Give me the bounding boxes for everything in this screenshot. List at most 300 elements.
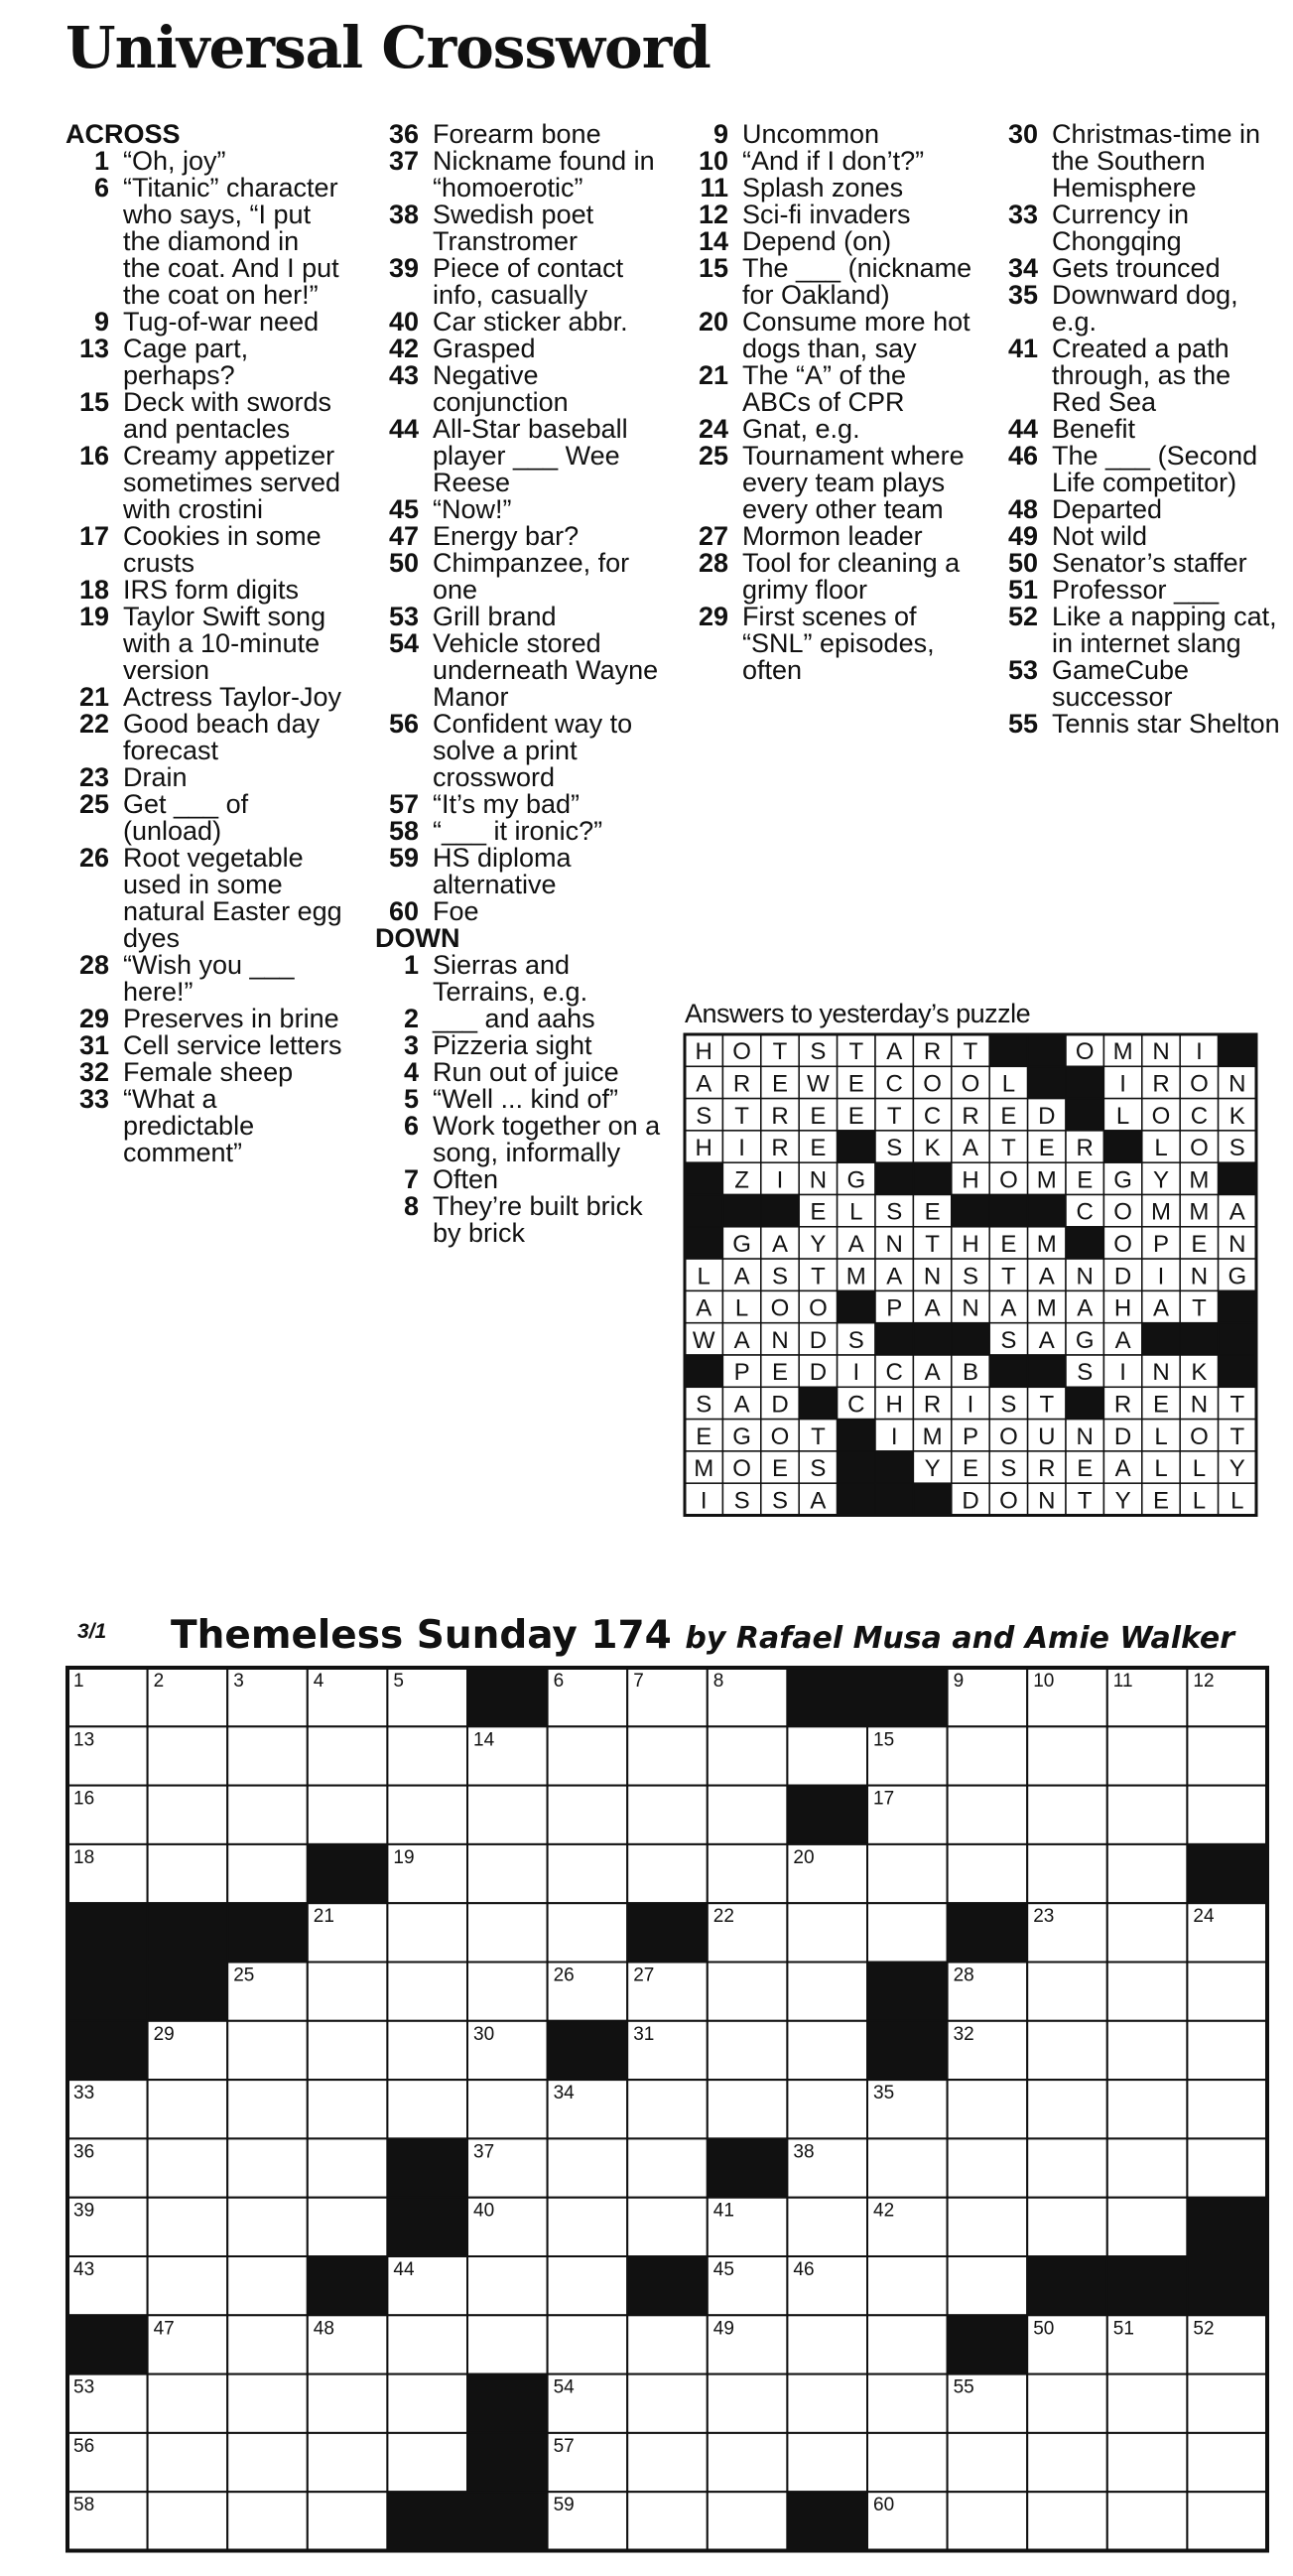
grid-block [867, 2021, 948, 2080]
grid-cell[interactable] [1187, 2021, 1267, 2080]
answer-letter: S [962, 1263, 979, 1290]
grid-cell[interactable] [1107, 1963, 1188, 2021]
answer-letter: S [1077, 1359, 1094, 1387]
grid-number: 44 [393, 2259, 415, 2280]
grid-cell[interactable] [708, 2080, 788, 2138]
clue-text: Professor ___ [1052, 575, 1220, 605]
grid-cell[interactable] [708, 1963, 788, 2021]
clue-number: 33 [78, 1084, 109, 1114]
clue-number: 44 [1007, 414, 1038, 444]
answer-letter: R [1152, 1070, 1170, 1098]
clue-text: Often [433, 1164, 499, 1194]
grid-cell[interactable] [708, 1786, 788, 1844]
grid-number: 47 [153, 2318, 175, 2340]
grid-cell[interactable] [1187, 1963, 1267, 2021]
grid-number: 4 [313, 1671, 324, 1692]
grid-cell[interactable] [708, 1726, 788, 1785]
grid-cell[interactable] [627, 2374, 708, 2433]
grid-block [787, 1786, 867, 1844]
clue-text: Uncommon [742, 119, 880, 149]
clue-number: 11 [700, 173, 728, 203]
answer-letter: G [846, 1166, 866, 1194]
clue-number: 27 [698, 521, 728, 551]
down-header: DOWN [375, 923, 460, 953]
grid-number: 37 [473, 2141, 495, 2163]
answer-letter: E [847, 1070, 864, 1098]
grid-cell[interactable] [467, 2315, 548, 2373]
answer-letter: E [771, 1070, 789, 1098]
grid-block [467, 1668, 548, 1726]
grid-block [467, 2433, 548, 2492]
answer-letter: O [1190, 1070, 1209, 1098]
grid-cell[interactable] [387, 2080, 467, 2138]
grid-cell[interactable] [948, 1786, 1028, 1844]
grid-cell[interactable] [548, 1903, 628, 1962]
grid-cell[interactable] [227, 2256, 308, 2315]
grid-cell[interactable] [1027, 2492, 1107, 2550]
grid-block [948, 2315, 1028, 2373]
grid-cell[interactable] [787, 2021, 867, 2080]
answer-letter: E [771, 1359, 789, 1387]
grid-number: 25 [233, 1965, 255, 1986]
grid-cell[interactable] [308, 1726, 388, 1785]
grid-block [627, 1903, 708, 1962]
answer-letter: R [923, 1391, 942, 1419]
grid-cell[interactable] [627, 2080, 708, 2138]
grid-cell[interactable] [387, 1963, 467, 2021]
grid-cell[interactable] [1027, 1963, 1107, 2021]
clue-text: Taylor Swift song with a 10-minute version [123, 602, 326, 685]
answer-letter: I [1119, 1070, 1126, 1098]
clue-text: They’re built brick by brick [433, 1191, 643, 1248]
answer-letter: A [1152, 1294, 1170, 1322]
answer-letter: D [771, 1391, 789, 1419]
grid-cell[interactable] [1187, 1726, 1267, 1785]
grid-number: 12 [1193, 1671, 1215, 1692]
grid-cell[interactable] [1107, 2374, 1188, 2433]
grid-cell[interactable] [548, 1726, 628, 1785]
grid-cell[interactable] [627, 1844, 708, 1903]
grid-block [1187, 2256, 1267, 2315]
answer-letter: S [771, 1263, 789, 1290]
grid-cell[interactable] [1107, 2433, 1188, 2492]
grid-cell[interactable] [627, 2138, 708, 2197]
grid-number: 10 [1033, 1671, 1055, 1692]
grid-cell[interactable] [227, 2492, 308, 2550]
answer-letter: A [1038, 1263, 1055, 1290]
clue-text: “Now!” [433, 494, 512, 524]
answer-letter: N [885, 1230, 903, 1258]
answer-letter: Y [810, 1230, 827, 1258]
clue-number: 33 [1007, 200, 1038, 229]
grid-cell[interactable] [308, 2198, 388, 2256]
grid-block [67, 2315, 148, 2373]
grid-cell[interactable] [148, 1726, 228, 1785]
grid-cell[interactable] [787, 1903, 867, 1962]
grid-cell[interactable] [948, 2492, 1028, 2550]
grid-cell[interactable] [948, 2198, 1028, 2256]
answer-letter: H [695, 1135, 712, 1162]
clue-number: 51 [1007, 575, 1038, 605]
grid-block [67, 1963, 148, 2021]
grid-cell[interactable] [1027, 1726, 1107, 1785]
grid-cell[interactable] [948, 2256, 1028, 2315]
grid-cell[interactable] [787, 2374, 867, 2433]
answer-letter: R [732, 1070, 751, 1098]
clue-text: Currency in Chongqing [1052, 200, 1190, 256]
grid-cell[interactable] [467, 1963, 548, 2021]
grid-cell[interactable] [1187, 2433, 1267, 2492]
grid-cell[interactable] [708, 1844, 788, 1903]
grid-cell[interactable] [467, 1786, 548, 1844]
grid-cell[interactable] [627, 2198, 708, 2256]
grid-cell[interactable] [1027, 2021, 1107, 2080]
grid-cell[interactable] [467, 1844, 548, 1903]
grid-cell[interactable] [948, 2138, 1028, 2197]
grid-number: 40 [473, 2200, 495, 2222]
answer-letter: N [1152, 1359, 1170, 1387]
across-header: ACROSS [65, 119, 181, 149]
answer-letter: N [1190, 1263, 1209, 1290]
grid-cell[interactable] [148, 1844, 228, 1903]
clue-text: Grill brand [433, 602, 557, 631]
grid-cell[interactable] [308, 2138, 388, 2197]
grid-cell[interactable] [627, 1786, 708, 1844]
clue-number: 48 [1007, 494, 1038, 524]
grid-cell[interactable] [1187, 2080, 1267, 2138]
answer-letter: E [962, 1455, 979, 1483]
clue-number: 28 [698, 548, 728, 578]
answer-letter: U [1038, 1423, 1056, 1450]
grid-cell[interactable] [467, 1903, 548, 1962]
answer-letter: A [733, 1263, 750, 1290]
clue-number: 30 [1007, 119, 1038, 149]
grid-cell[interactable] [867, 1903, 948, 1962]
answer-letter: C [885, 1070, 903, 1098]
grid-cell[interactable] [548, 1786, 628, 1844]
grid-number: 6 [553, 1671, 565, 1692]
grid-cell[interactable] [308, 1963, 388, 2021]
grid-cell[interactable] [1187, 2492, 1267, 2550]
grid-block [948, 1903, 1028, 1962]
answer-letter: L [1154, 1423, 1168, 1450]
grid-cell[interactable] [467, 2256, 548, 2315]
answer-letter: A [1000, 1294, 1017, 1322]
grid-cell[interactable] [1107, 2198, 1188, 2256]
grid-cell[interactable] [148, 2433, 228, 2492]
clue-text: Work together on a song, informally [433, 1111, 661, 1167]
grid-block [467, 2374, 548, 2433]
clue-number: 39 [388, 253, 419, 283]
answer-letter: A [1077, 1294, 1094, 1322]
grid-number: 33 [73, 2083, 95, 2104]
answer-letter: O [999, 1423, 1018, 1450]
grid-cell[interactable] [227, 2315, 308, 2373]
grid-cell[interactable] [308, 2433, 388, 2492]
answer-letter: M [1036, 1230, 1057, 1258]
clue-text: Consume more hot dogs than, say [742, 307, 970, 363]
answer-letter: R [1076, 1135, 1094, 1162]
grid-cell[interactable] [1027, 1844, 1107, 1903]
grid-cell[interactable] [387, 1726, 467, 1785]
grid-number: 28 [953, 1965, 974, 1986]
answer-letter: T [848, 1038, 864, 1066]
grid-cell[interactable] [1187, 2138, 1267, 2197]
answer-letter: G [1075, 1326, 1095, 1354]
grid-cell[interactable] [787, 2315, 867, 2373]
grid-cell[interactable] [227, 2080, 308, 2138]
puzzle-title-text: Themeless Sunday 174 [171, 1613, 672, 1658]
grid-number: 36 [73, 2141, 95, 2163]
answer-letter: T [734, 1102, 749, 1130]
answer-letter: H [962, 1230, 979, 1258]
clue-number: 32 [78, 1057, 109, 1087]
grid-cell[interactable] [1107, 2492, 1188, 2550]
grid-cell[interactable] [227, 1786, 308, 1844]
grid-cell[interactable] [387, 1786, 467, 1844]
answer-letter: L [849, 1198, 863, 1226]
grid-cell[interactable] [787, 2198, 867, 2256]
grid-cell[interactable] [708, 2374, 788, 2433]
answer-letter: A [1114, 1326, 1131, 1354]
grid-cell[interactable] [548, 2315, 628, 2373]
grid-cell[interactable] [867, 2433, 948, 2492]
grid-number: 13 [73, 1729, 95, 1751]
clue-number: 25 [698, 441, 728, 471]
grid-cell[interactable] [148, 1786, 228, 1844]
answer-letter: O [732, 1038, 751, 1066]
grid-cell[interactable] [1107, 1786, 1188, 1844]
grid-cell[interactable] [308, 1786, 388, 1844]
clue-text: Drain [123, 762, 188, 792]
clue-number: 47 [388, 521, 419, 551]
answer-letter: K [924, 1135, 941, 1162]
grid-block [467, 2492, 548, 2550]
grid-cell[interactable] [308, 2021, 388, 2080]
grid-cell[interactable] [148, 2198, 228, 2256]
clue-text: ___ and aahs [433, 1004, 595, 1033]
grid-cell[interactable] [1027, 2198, 1107, 2256]
answer-letter: M [694, 1455, 714, 1483]
grid-cell[interactable] [867, 2374, 948, 2433]
answer-letter: S [810, 1038, 827, 1066]
clue-text: GameCube successor [1052, 655, 1190, 712]
grid-cell[interactable] [867, 2256, 948, 2315]
grid-cell[interactable] [1107, 1844, 1188, 1903]
grid-cell[interactable] [867, 2315, 948, 2373]
grid-cell[interactable] [867, 2138, 948, 2197]
grid-block [708, 2138, 788, 2197]
grid-cell[interactable] [1027, 2433, 1107, 2492]
grid-cell[interactable] [1187, 2374, 1267, 2433]
answer-letter: G [732, 1230, 751, 1258]
clue-text: Pizzeria sight [433, 1030, 592, 1060]
grid-block [787, 2492, 867, 2550]
grid-cell[interactable] [627, 2433, 708, 2492]
grid-cell[interactable] [948, 1844, 1028, 1903]
answer-letter: L [1115, 1102, 1130, 1130]
grid-cell[interactable] [227, 2374, 308, 2433]
answer-letter: R [771, 1102, 789, 1130]
answer-letter: E [1077, 1166, 1094, 1194]
clue-text: Piece of contact info, casually [433, 253, 624, 310]
clue-number: 53 [1007, 655, 1038, 685]
grid-cell[interactable] [227, 2021, 308, 2080]
grid-number: 22 [712, 1906, 734, 1928]
clue-number: 12 [698, 200, 728, 229]
grid-cell[interactable] [787, 1726, 867, 1785]
grid-cell[interactable] [227, 2138, 308, 2197]
clue-number: 6 [93, 173, 109, 203]
clue-number: 58 [388, 816, 419, 846]
answer-letter: N [771, 1326, 789, 1354]
grid-cell[interactable] [1187, 1786, 1267, 1844]
answer-letter: L [1192, 1487, 1207, 1515]
grid-cell[interactable] [1027, 1786, 1107, 1844]
answer-letter: A [1114, 1455, 1131, 1483]
clue-text: “It’s my bad” [433, 789, 581, 819]
grid-cell[interactable] [948, 1726, 1028, 1785]
answer-letter: T [1229, 1391, 1245, 1419]
grid-cell[interactable] [227, 1844, 308, 1903]
grid-cell[interactable] [1107, 2138, 1188, 2197]
answer-letter: R [1038, 1455, 1056, 1483]
grid-cell[interactable] [548, 2256, 628, 2315]
clue-number: 9 [93, 307, 109, 337]
clue-number: 29 [698, 602, 728, 631]
grid-number: 14 [473, 1729, 495, 1751]
grid-cell[interactable] [227, 2198, 308, 2256]
answer-letter: M [1036, 1166, 1057, 1194]
grid-cell[interactable] [787, 2080, 867, 2138]
clue-text: Like a napping cat, in internet slang [1052, 602, 1277, 658]
grid-cell[interactable] [148, 2256, 228, 2315]
answer-letter: I [776, 1166, 784, 1194]
clue-number: 38 [388, 200, 419, 229]
grid-cell[interactable] [867, 1844, 948, 1903]
clue-number: 9 [712, 119, 728, 149]
grid-cell[interactable] [1027, 2374, 1107, 2433]
clue-number: 5 [403, 1084, 419, 1114]
grid-cell[interactable] [1107, 1903, 1188, 1962]
grid-cell[interactable] [708, 2021, 788, 2080]
grid-number: 21 [313, 1906, 334, 1928]
grid-cell[interactable] [148, 2374, 228, 2433]
grid-cell[interactable] [948, 2080, 1028, 2138]
grid-number: 9 [953, 1671, 965, 1692]
grid-cell[interactable] [467, 2080, 548, 2138]
answer-letter: T [1001, 1135, 1016, 1162]
answer-letter: I [700, 1487, 708, 1515]
grid-cell[interactable] [627, 1726, 708, 1785]
grid-number: 15 [873, 1729, 895, 1751]
grid-number: 1 [73, 1671, 84, 1692]
answer-letter: G [732, 1423, 751, 1450]
grid-cell[interactable] [387, 2021, 467, 2080]
answer-letter: E [810, 1198, 827, 1226]
grid-block [387, 2138, 467, 2197]
grid-cell[interactable] [1107, 2080, 1188, 2138]
answer-letter: G [1113, 1166, 1132, 1194]
puzzle-date: 3/1 [77, 1620, 107, 1643]
clue-text: Created a path through, as the Red Sea [1052, 334, 1231, 417]
clue-number: 16 [78, 441, 109, 471]
grid-cell[interactable] [387, 1903, 467, 1962]
answer-letter: Z [734, 1166, 749, 1194]
grid-cell[interactable] [308, 2492, 388, 2550]
grid-cell[interactable] [708, 2433, 788, 2492]
grid-cell[interactable] [787, 1963, 867, 2021]
grid-number: 34 [553, 2083, 575, 2104]
clue-number: 26 [78, 843, 109, 873]
grid-number: 27 [633, 1965, 655, 1986]
answer-letter: T [1039, 1391, 1055, 1419]
answer-letter: Y [924, 1455, 941, 1483]
grid-cell[interactable] [148, 2138, 228, 2197]
clue-text: Benefit [1052, 414, 1136, 444]
answer-letter: O [809, 1294, 828, 1322]
grid-cell[interactable] [1107, 2021, 1188, 2080]
clue-text: “What a predictable comment” [123, 1084, 255, 1167]
grid-cell[interactable] [1107, 1726, 1188, 1785]
grid-cell[interactable] [627, 2315, 708, 2373]
grid-cell[interactable] [548, 2198, 628, 2256]
grid-block [1187, 2198, 1267, 2256]
grid-cell[interactable] [308, 2374, 388, 2433]
grid-block [227, 1903, 308, 1962]
grid-cell[interactable] [148, 2080, 228, 2138]
grid-cell[interactable] [387, 2433, 467, 2492]
clue-text: Christmas-time in the Southern Hemisphere [1052, 119, 1261, 203]
clue-text: Cell service letters [123, 1030, 342, 1060]
grid-cell[interactable] [548, 1844, 628, 1903]
answer-letter: N [923, 1263, 942, 1290]
grid-block [387, 2198, 467, 2256]
grid-cell[interactable] [787, 2433, 867, 2492]
grid-block [867, 1963, 948, 2021]
clue-number: 15 [78, 387, 109, 417]
clue-text: Depend (on) [742, 226, 892, 256]
answer-letter: O [1113, 1198, 1132, 1226]
clue-text: Car sticker abbr. [433, 307, 628, 337]
answer-letter: T [772, 1038, 788, 1066]
grid-cell[interactable] [148, 2492, 228, 2550]
answer-letter: H [962, 1166, 979, 1194]
grid-cell[interactable] [227, 1726, 308, 1785]
grid-cell[interactable] [708, 2492, 788, 2550]
grid-cell[interactable] [308, 2080, 388, 2138]
clue-number: 21 [78, 682, 109, 712]
answer-letter: D [809, 1326, 828, 1354]
answer-letter: N [1076, 1423, 1094, 1450]
grid-cell[interactable] [948, 2433, 1028, 2492]
grid-cell[interactable] [387, 2374, 467, 2433]
grid-cell[interactable] [627, 2492, 708, 2550]
grid-cell[interactable] [548, 2138, 628, 2197]
grid-block [548, 2021, 628, 2080]
grid-number: 57 [553, 2435, 575, 2457]
grid-cell[interactable] [227, 2433, 308, 2492]
grid-cell[interactable] [1027, 2080, 1107, 2138]
answer-letter: O [1113, 1230, 1132, 1258]
answer-letter: E [1191, 1230, 1208, 1258]
clue-number: 22 [78, 709, 109, 739]
clue-text: Mormon leader [742, 521, 923, 551]
answer-letter: E [1000, 1230, 1017, 1258]
grid-cell[interactable] [1027, 2138, 1107, 2197]
grid-cell[interactable] [387, 2315, 467, 2373]
clue-number: 54 [388, 628, 419, 658]
